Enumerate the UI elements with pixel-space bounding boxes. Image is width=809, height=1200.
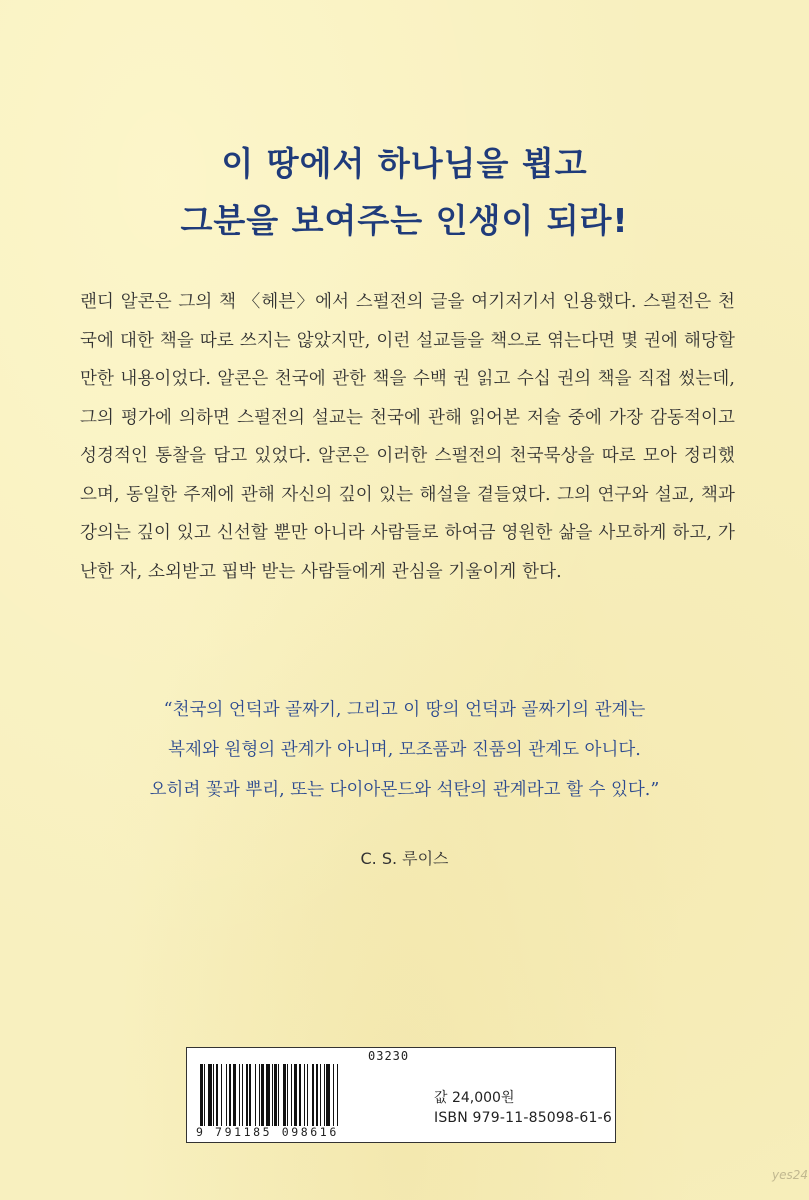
barcode-bar [259, 1064, 260, 1126]
barcode-bar [255, 1064, 256, 1126]
quote-line-1: “천국의 언덕과 골짜기, 그리고 이 땅의 언덕과 골짜기의 관계는 [163, 700, 646, 720]
barcode-digits: 9 791185 098616 [196, 1125, 339, 1139]
barcode-bar [221, 1064, 222, 1126]
barcode-bar [242, 1064, 243, 1126]
quote-author: C. S. 루이스 [360, 849, 449, 868]
barcode-bar [304, 1064, 305, 1126]
barcode-bar [283, 1064, 286, 1126]
headline-line-1: 이 땅에서 하나님을 뵙고 [221, 144, 588, 183]
barcode-addon-code: 03230 [368, 1049, 410, 1063]
barcode-bar [320, 1064, 321, 1126]
barcode-bar [249, 1064, 250, 1126]
quote-line-2: 복제와 원형의 관계가 아니며, 모조품과 진품의 관계도 아니다. [168, 740, 641, 760]
barcode-bar [294, 1064, 298, 1126]
barcode-bars [200, 1064, 424, 1126]
isbn-label: ISBN 979-11-85098-61-6 [434, 1110, 612, 1126]
barcode-bar [246, 1064, 249, 1126]
barcode-bar [272, 1064, 273, 1126]
barcode-bar [337, 1064, 338, 1126]
barcode-bar [204, 1064, 205, 1126]
barcode-bar [307, 1064, 308, 1126]
body-paragraph: 랜디 알콘은 그의 책 〈헤븐〉에서 스펄전의 글을 여기저기서 인용했다. 스펄전은 천국에 대한 책을 따로 쓰지는 않았지만, 이런 설교들을 책으로 엮는다면 몇 권에 해당할 만한 내용이었다. 알콘은 천국에 관한 책을 수백 권 읽고 수십 권의 책을 직접 썼는데, 그의 평가에 의하면 스펄전의 설교는 천국에 관해 읽어본 저술 중에 가장 감동적이고 성경적인 통찰을 담고 있었다. 알콘은 이러한 스펄전의 천국묵상을 따로 모아 정리했으며, 동일한 주제에 관해 자신의 깊이 있는 해설을 곁들였다. 그의 연구와 설교, 책과 강의는 깊이 있고 신선할 뿐만 아니라 사람들로 하여금 영원한 삶을 사모하게 하고, 가난한 자, 소외받고 핍박 받는 사람들에게 관심을 기울이게 한다. [80, 292, 735, 582]
barcode-bar [312, 1064, 315, 1126]
barcode-bar [326, 1064, 330, 1126]
headline-line-2: 그분을 보여주는 인생이 되라! [180, 201, 629, 240]
barcode-bar [226, 1064, 227, 1126]
barcode-bar [333, 1064, 334, 1126]
price-label: 값 24,000원 [434, 1090, 515, 1106]
quote-line-3: 오히려 꽃과 뿌리, 또는 다이아몬드와 석탄의 관계라고 할 수 있다.” [149, 780, 660, 800]
barcode-bar [291, 1064, 292, 1126]
barcode-bar [274, 1064, 277, 1126]
barcode-bar [299, 1064, 302, 1126]
barcode-bar [316, 1064, 319, 1126]
quote-block [0, 690, 809, 810]
barcode-bar [324, 1064, 325, 1126]
barcode-bar [213, 1064, 214, 1126]
barcode-bar [266, 1064, 270, 1126]
barcode-bar [261, 1064, 264, 1126]
barcode-bar [239, 1064, 240, 1126]
barcode-bar [216, 1064, 219, 1126]
barcode-bar [208, 1064, 212, 1126]
watermark-logo: yes24 [772, 1168, 809, 1182]
barcode-bar [233, 1064, 237, 1126]
barcode-bar [278, 1064, 279, 1126]
barcode-bar [287, 1064, 288, 1126]
barcode-bar [200, 1064, 203, 1126]
barcode-bar [229, 1064, 232, 1126]
